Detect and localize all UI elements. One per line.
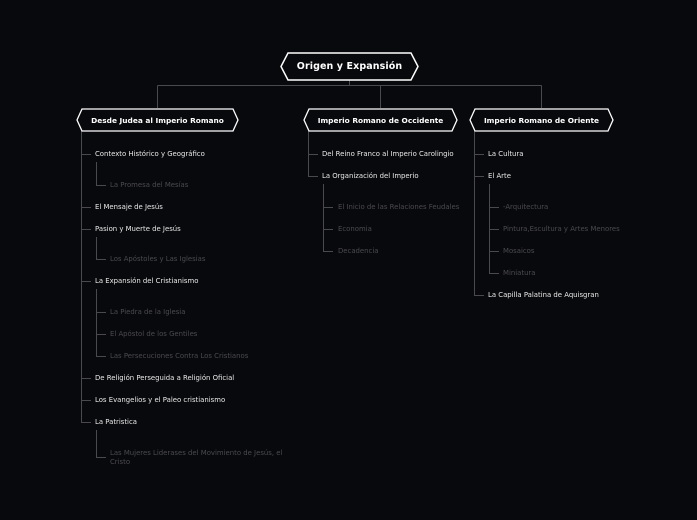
subtopic-decadencia[interactable]: Decadencia: [338, 247, 379, 255]
branch-node-desde-judea[interactable]: [76, 108, 239, 132]
subtopic-apostol-gentiles[interactable]: El Apóstol de los Gentiles: [110, 330, 198, 338]
subtopic-pintura-escultura[interactable]: Pintura,Escultura y Artes Menores: [503, 225, 620, 233]
subtopic-miniatura[interactable]: Miniatura: [503, 269, 536, 277]
topic-patristica[interactable]: La Patristica: [95, 418, 137, 426]
topic-evangelios[interactable]: Los Evangelios y el Paleo cristianismo: [95, 396, 226, 404]
subtopic-promesa-mesias[interactable]: La Promesa del Mesías: [110, 181, 189, 189]
topic-cultura[interactable]: La Cultura: [488, 150, 524, 158]
branch-label: Imperio Romano de Occidente: [317, 115, 444, 125]
subtopic-apostoles-iglesias[interactable]: Los Apóstoles y Las Iglesias: [110, 255, 206, 263]
topic-expansion-cristianismo[interactable]: La Expansión del Cristianismo: [95, 277, 199, 285]
topic-religion-oficial[interactable]: De Religión Perseguida a Religión Oficial: [95, 374, 235, 382]
subtopic-economia[interactable]: Economia: [338, 225, 372, 233]
root-label: Origen y Expansión: [296, 61, 403, 72]
topic-reino-franco[interactable]: Del Reino Franco al Imperio Carolingio: [322, 150, 454, 158]
topic-contexto-historico[interactable]: Contexto Histórico y Geográfico: [95, 150, 205, 158]
branch-label: Imperio Romano de Oriente: [483, 115, 600, 125]
subtopic-mujeres-lideres[interactable]: Las Mujeres Lideraseѕ del Movimiento de Jesús, el Cristo: [110, 449, 283, 466]
subtopic-relaciones-feudales[interactable]: El Inicio de las Relaciones Feudales: [338, 203, 460, 211]
subtopic-persecuciones[interactable]: Las Persecuciones Contra Los Cristianos: [110, 352, 249, 360]
branch-node-occidente[interactable]: [303, 108, 458, 132]
subtopic-piedra-iglesia[interactable]: La Piedra de la Iglesia: [110, 308, 186, 316]
topic-pasion-muerte[interactable]: Pasion y Muerte de Jesús: [95, 225, 181, 233]
topic-organizacion-imperio[interactable]: La Organización del Imperio: [322, 172, 419, 180]
branch-node-oriente[interactable]: [469, 108, 614, 132]
root-node[interactable]: [280, 52, 419, 81]
subtopic-arquitectura[interactable]: -Arquitectura: [503, 203, 549, 211]
subtopic-mosaicos[interactable]: Mosaicos: [503, 247, 535, 255]
branch-label: Desde Judea al Imperio Romano: [91, 115, 224, 125]
topic-arte[interactable]: El Arte: [488, 172, 511, 180]
topic-mensaje-jesus[interactable]: El Mensaje de Jesús: [95, 203, 163, 211]
topic-capilla-palatina[interactable]: La Capilla Palatina de Aquisgran: [488, 291, 599, 299]
